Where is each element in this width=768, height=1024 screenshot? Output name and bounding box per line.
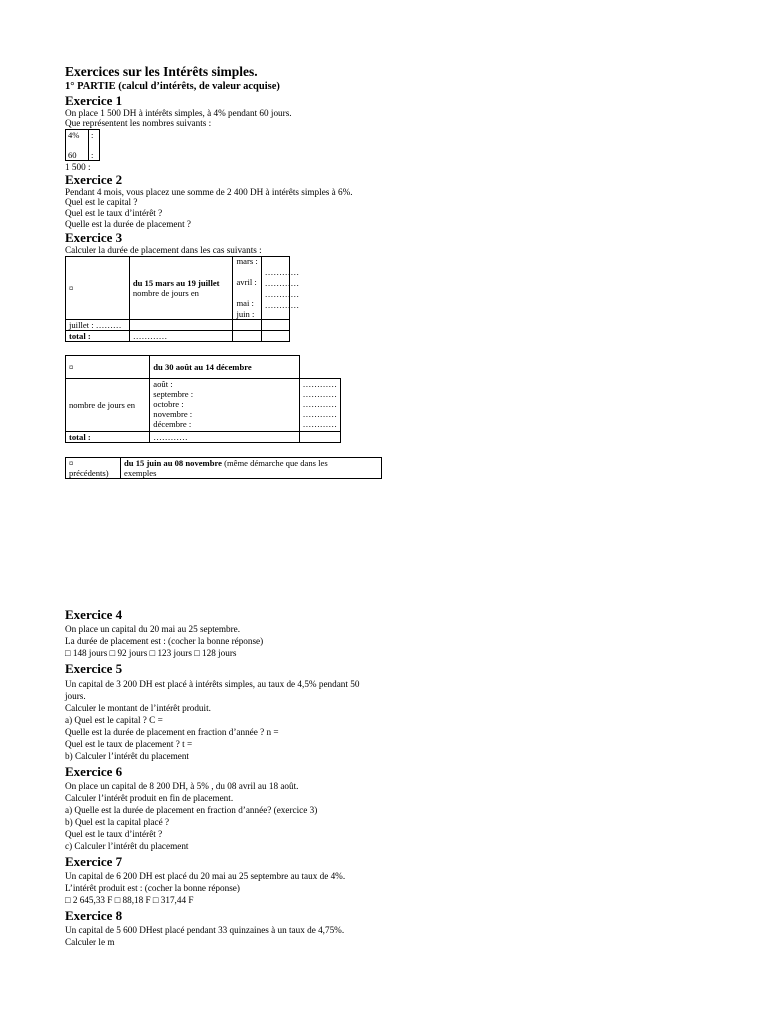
box-colon: :: [91, 130, 94, 140]
exercise-7-line: L’intérêt produit est : (cocher la bonne réponse): [65, 883, 240, 893]
exercise-6-line: Quel est le taux d’intérêt ?: [65, 829, 163, 839]
exercise-6-line: On place un capital de 8 200 DH, à 5% , du 08 avril au 18 août.: [65, 781, 299, 791]
table-marker: ¤: [66, 257, 130, 320]
month-label: octobre :: [153, 399, 184, 409]
total-label: total :: [66, 432, 150, 443]
exercise-5-line: Calculer le montant de l’intérêt produit.: [65, 703, 211, 713]
duration-table-1: [65, 256, 300, 342]
exercise-2-line: Quel est le taux d’intérêt ?: [65, 208, 163, 218]
exercise-1-line: Que représentent les nombres suivants :: [65, 118, 212, 128]
exercise-4-line: On place un capital du 20 mai au 25 septembre.: [65, 624, 241, 634]
table-sub-label: nombre de jours en: [66, 379, 150, 432]
table-note: (même démarche que dans les: [221, 458, 328, 468]
box-colon: :: [91, 150, 94, 160]
table-marker: ¤: [69, 458, 74, 468]
exercise-6-heading: Exercice 6: [65, 764, 123, 779]
month-label: avril :: [236, 277, 257, 287]
day-count-blank: …………: [264, 289, 300, 299]
exercise-1-line: On place 1 500 DH à intérêts simples, à 4% pendant 60 jours.: [65, 108, 292, 118]
day-count-blank: …………: [302, 399, 337, 409]
exercise-5-line: jours.: [65, 691, 86, 701]
exercise-5-line: b) Calculer l’intérêt du placement: [65, 751, 189, 761]
exercise-7-choices: □ 2 645,33 F □ 88,18 F □ 317,44 F: [65, 895, 194, 905]
month-label: août :: [153, 379, 173, 389]
exercise-7-heading: Exercice 7: [65, 854, 123, 869]
table-sub-label: nombre de jours en: [132, 288, 199, 298]
month-label: novembre :: [153, 409, 193, 419]
exercise-8-heading: Exercice 8: [65, 908, 123, 923]
table-period: du 15 juin au 08 novembre: [124, 458, 222, 468]
exercise-2-heading: Exercice 2: [65, 172, 123, 187]
exercise-1-after: 1 500 :: [65, 162, 91, 172]
exercise-2-line: Quelle est la durée de placement ?: [65, 219, 192, 229]
exercise-2-line: Pendant 4 mois, vous placez une somme de 2 400 DH à intérêts simples à 6%.: [65, 187, 353, 197]
exercise-6-line: a) Quelle est la durée de placement en fraction d’année? (exercice 3): [65, 805, 318, 815]
month-label: décembre :: [153, 419, 192, 429]
exercise-4-line: La durée de placement est : (cocher la bonne réponse): [65, 636, 264, 646]
exercise-5-line: Quel est le taux de placement ? t =: [65, 739, 193, 749]
day-count-blank: …………: [302, 409, 337, 419]
total-blank: …………: [150, 432, 299, 443]
exercise-4-heading: Exercice 4: [65, 607, 123, 622]
exercise-3-heading: Exercice 3: [65, 230, 123, 245]
month-label: mars :: [236, 256, 258, 266]
exercise-5-line: Un capital de 3 200 DH est placé à intérêts simples, au taux de 4,5% pendant 50: [65, 679, 360, 689]
box-value-rate: 4%: [68, 130, 80, 140]
exercise-6-line: c) Calculer l’intérêt du placement: [65, 841, 189, 851]
box-value-days: 60: [68, 150, 77, 160]
exercise-4-choices: □ 148 jours □ 92 jours □ 123 jours □ 128 jours: [65, 648, 237, 658]
exercise-5-heading: Exercice 5: [65, 661, 123, 676]
juillet-row-label: juillet : ………: [66, 320, 130, 331]
exercise-1-box: [65, 129, 100, 161]
exercise-1-heading: Exercice 1: [65, 93, 123, 108]
day-count-blank: …………: [302, 379, 337, 389]
table-period: du 30 août au 14 décembre: [150, 356, 299, 379]
exercise-6-line: Calculer l’intérêt produit en fin de placement.: [65, 793, 234, 803]
table-left-note: précédents): [69, 468, 109, 478]
table-note-cont: exemples: [124, 468, 157, 478]
table-marker: ¤: [66, 356, 150, 379]
month-label: juin :: [236, 309, 255, 319]
table-period: du 15 mars au 19 juillet: [132, 278, 220, 288]
month-label: mai :: [236, 298, 254, 308]
exercise-6-line: b) Quel est la capital placé ?: [65, 817, 170, 827]
document-title: Exercices sur les Intérêts simples.: [65, 64, 258, 79]
day-count-blank: …………: [302, 419, 337, 429]
duration-table-3: [65, 457, 382, 479]
exercise-5-line: Quelle est la durée de placement en fraction d’année ? n =: [65, 727, 279, 737]
exercise-3-intro: Calculer la durée de placement dans les cas suivants :: [65, 245, 262, 255]
exercise-8-line: Un capital de 5 600 DHest placé pendant 33 quinzaines à un taux de 4,75%.: [65, 925, 345, 935]
duration-table-2: [65, 355, 341, 443]
day-count-blank: …………: [302, 389, 337, 399]
exercise-2-line: Quel est le capital ?: [65, 197, 138, 207]
day-count-blank: …………: [264, 267, 300, 277]
part-heading: 1° PARTIE (calcul d’intérêts, de valeur acquise): [65, 81, 280, 92]
exercise-7-line: Un capital de 6 200 DH est placé du 20 mai au 25 septembre au taux de 4%.: [65, 871, 346, 881]
total-blank: …………: [129, 331, 233, 342]
day-count-blank: …………: [264, 300, 300, 310]
exercise-5-line: a) Quel est le capital ? C =: [65, 715, 163, 725]
month-label: septembre :: [153, 389, 194, 399]
exercise-8-line: Calculer le m: [65, 937, 115, 947]
total-label: total :: [66, 331, 130, 342]
day-count-blank: …………: [264, 278, 300, 288]
